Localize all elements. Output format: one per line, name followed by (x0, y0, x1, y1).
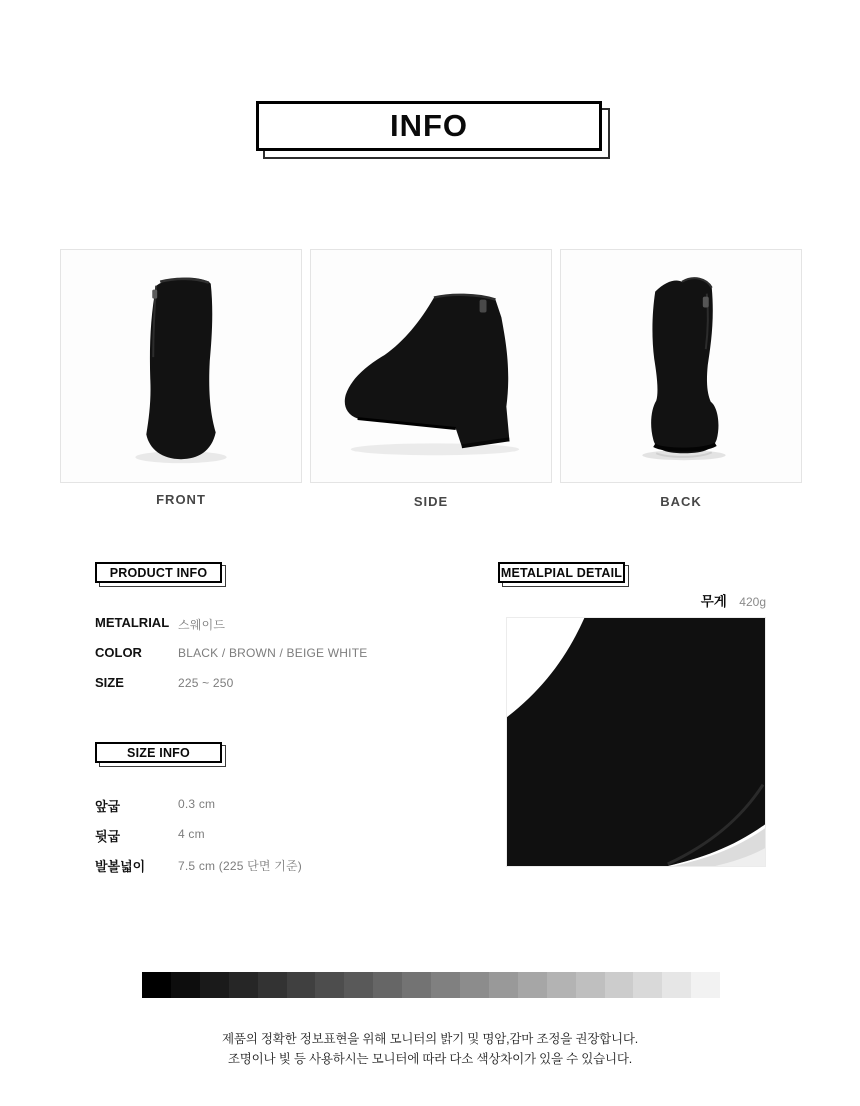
grayscale-step (547, 972, 576, 998)
material-detail-header-box (498, 562, 625, 583)
size-value-foot-width: 7.5 cm (225 단면 기준) (178, 859, 302, 873)
boot-side-photo (311, 250, 551, 482)
grayscale-step (315, 972, 344, 998)
grayscale-step (691, 972, 720, 998)
grayscale-step (662, 972, 691, 998)
size-label-front-heel: 앞굽 (95, 799, 121, 814)
size-info-header-box (95, 742, 222, 763)
grayscale-step (287, 972, 316, 998)
grayscale-step (200, 972, 229, 998)
suede-texture-image (507, 618, 765, 866)
grayscale-step (576, 972, 605, 998)
photo-front (60, 249, 302, 483)
boot-front-photo (61, 250, 301, 482)
weight-value: 420g (739, 595, 766, 609)
photo-caption-front: FRONT (156, 492, 206, 507)
size-value-front-heel: 0.3 cm (178, 797, 216, 811)
grayscale-step (171, 972, 200, 998)
spec-value-color: BLACK / BROWN / BEIGE WHITE (178, 646, 368, 660)
grayscale-step (489, 972, 518, 998)
grayscale-calibration-bar (142, 972, 720, 998)
grayscale-step (460, 972, 489, 998)
boot-back-photo (561, 250, 801, 482)
grayscale-step (633, 972, 662, 998)
grayscale-step (344, 972, 373, 998)
size-label-back-heel: 뒷굽 (95, 829, 121, 844)
spec-value-size: 225 ~ 250 (178, 676, 234, 690)
photo-caption-side: SIDE (413, 494, 449, 509)
grayscale-step (431, 972, 460, 998)
spec-label-color: COLOR (95, 645, 142, 660)
weight-line (506, 590, 766, 611)
spec-label-size: SIZE (95, 675, 124, 690)
grayscale-step (258, 972, 287, 998)
spec-value-material: 스웨이드 (178, 618, 226, 632)
photo-back (560, 249, 802, 483)
spec-label-material: METALRIAL (95, 615, 170, 630)
monitor-notice (0, 1029, 860, 1069)
product-info-title: PRODUCT INFO (95, 562, 222, 583)
grayscale-step (402, 972, 431, 998)
zipper-pull-icon (152, 290, 157, 299)
size-label-foot-width: 발볼넓이 (95, 859, 146, 874)
page-title: INFO (256, 101, 602, 151)
zipper-pull-icon (480, 300, 487, 313)
product-info-header-box (95, 562, 222, 583)
monitor-notice-line2: 조명이나 빛 등 사용하시는 모니터에 따라 다소 색상차이가 있을 수 있습니다. (227, 1052, 633, 1066)
grayscale-step (518, 972, 547, 998)
weight-label: 무게 (700, 594, 727, 609)
size-info-title: SIZE INFO (95, 742, 222, 763)
size-value-back-heel: 4 cm (178, 827, 205, 841)
material-closeup-photo (506, 617, 766, 867)
zipper-pull-icon (703, 297, 709, 308)
grayscale-step (605, 972, 634, 998)
info-title-box (256, 101, 602, 151)
photo-caption-back: BACK (660, 494, 702, 509)
monitor-notice-line1: 제품의 정확한 정보표현을 위해 모니터의 밝기 및 명암,감마 조정을 권장합니다. (221, 1032, 638, 1046)
grayscale-step (142, 972, 171, 998)
material-detail-title: METALPIAL DETAIL (498, 562, 625, 583)
photo-side (310, 249, 552, 483)
grayscale-step (229, 972, 258, 998)
grayscale-step (373, 972, 402, 998)
